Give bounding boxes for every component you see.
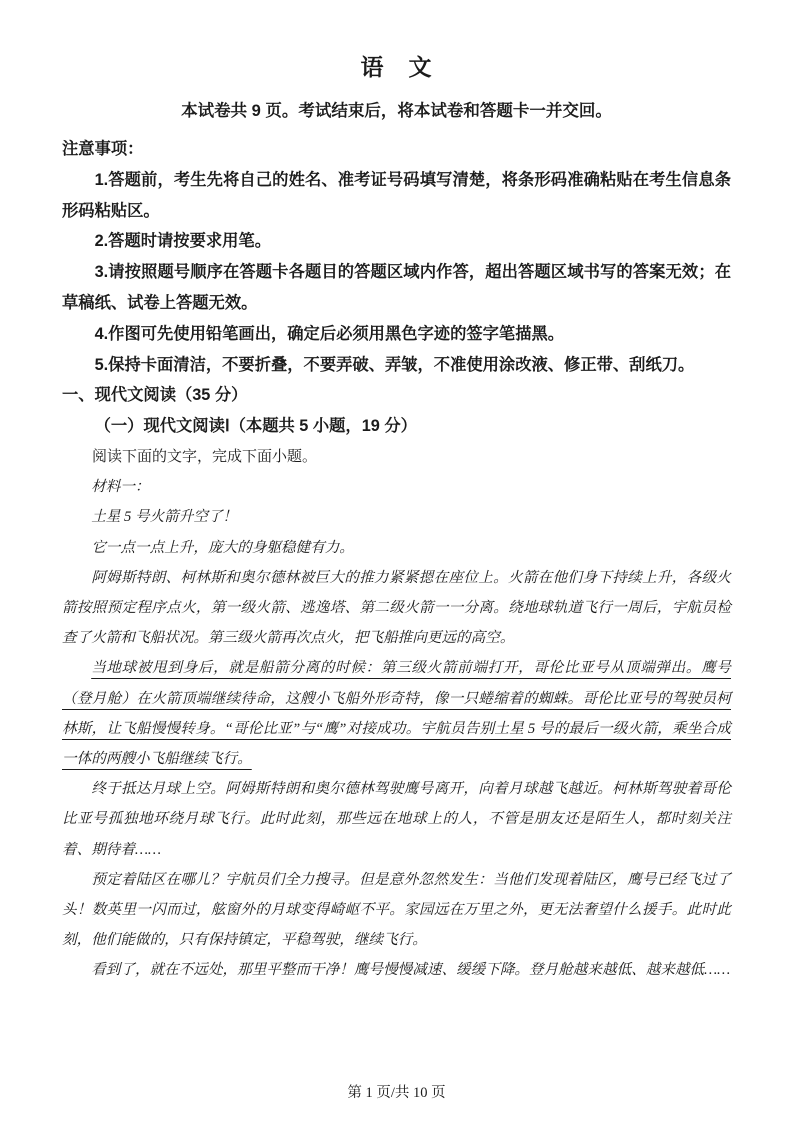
notice-item-1: 1.答题前，考生先将自己的姓名、准考证号码填写清楚，将条形码准确粘贴在考生信息条形码粘贴区。: [62, 170, 731, 220]
notice-section: [62, 134, 731, 380]
notice-item-5: 5.保持卡面清洁，不要折叠，不要弄破、弄皱，不准使用涂改液、修正带、刮纸刀。: [94, 355, 695, 374]
doc-title: 语 文: [360, 54, 433, 80]
passage-paragraph: 阿姆斯特朗、柯林斯和奥尔德林被巨大的推力紧紧摁在座位上。火箭在他们身下持续上升，各级火箭按照预定程序点火，第一级火箭、逃逸塔、第二级火箭一一分离。绕地球轨道飞行一周后，宇航员检查了火箭和飞船状况。第三级火箭再次点火，把飞船推向更远的高空。: [62, 569, 731, 647]
subsection-heading-reading-1: （一）现代文阅读Ⅰ（本题共 5 小题，19 分）: [94, 417, 417, 436]
notice-heading: 注意事项：: [62, 140, 144, 158]
passage-paragraph: 土星 5 号火箭升空了！: [91, 509, 238, 526]
page-indicator: 第 1 页/共 10 页: [347, 1085, 446, 1101]
material-label: 材料一：: [91, 479, 150, 496]
notice-item-3: 3.请按照题号顺序在答题卡各题目的答题区域内作答，超出答题区域书写的答案无效；在草稿纸、试卷上答题无效。: [62, 263, 731, 312]
notice-item-4: 4.作图可先使用铅笔画出，确定后必须用黑色字迹的签字笔描黑。: [94, 324, 565, 343]
passage-paragraph: 预定着陆区在哪儿？宇航员们全力搜寻。但是意外忽然发生：当他们发现着陆区，鹰号已经飞过了头！数英里一闪而过，舷窗外的月球变得崎岖不平。家园远在万里之外，更无法奢望什么援手。此时此刻，他们能做的，只有保持镇定，平稳驾驶，继续飞行。: [62, 871, 731, 949]
passage-paragraph: 它一点一点上升，庞大的身躯稳健有力。: [91, 539, 354, 556]
passage-paragraph: 看到了，就在不远处，那里平整而干净！鹰号慢慢减速、缓缓下降。登月舱越来越低、越来越低……: [91, 962, 731, 979]
passage-paragraph: 终于抵达月球上空。阿姆斯特朗和奥尔德林驾驶鹰号离开，向着月球越飞越近。柯林斯驾驶着哥伦比亚号孤独地环绕月球飞行。此时此刻，那些远在地球上的人，不管是朋友还是陌生人，都时刻关注着、期待着……: [62, 781, 731, 858]
reading-passage: [62, 472, 731, 985]
doc-subtitle: 本试卷共 9 页。考试结束后，将本试卷和答题卡一并交回。: [181, 102, 612, 120]
reading-instruction: 阅读下面的文字，完成下面小题。: [92, 448, 318, 465]
notice-item-2: 2.答题时请按要求用笔。: [94, 232, 271, 251]
section-heading-modern-reading: 一、现代文阅读（35 分）: [62, 386, 248, 405]
passage-paragraph-underlined: 当地球被甩到身后，就是船箭分离的时候：第三级火箭前端打开，哥伦比亚号从顶端弹出。鹰号（登月舱）在火箭顶端继续待命，这艘小飞船外形奇特，像一只蜷缩着的蜘蛛。哥伦比亚号的驾驶员柯林斯，让飞船慢慢转身。“哥伦比亚”与“鹰”对接成功。宇航员告别土星 5 号的最后一级火箭，乘坐合成一体的两艘小飞船继续飞行。: [62, 660, 731, 767]
page-footer: [0, 1084, 793, 1102]
